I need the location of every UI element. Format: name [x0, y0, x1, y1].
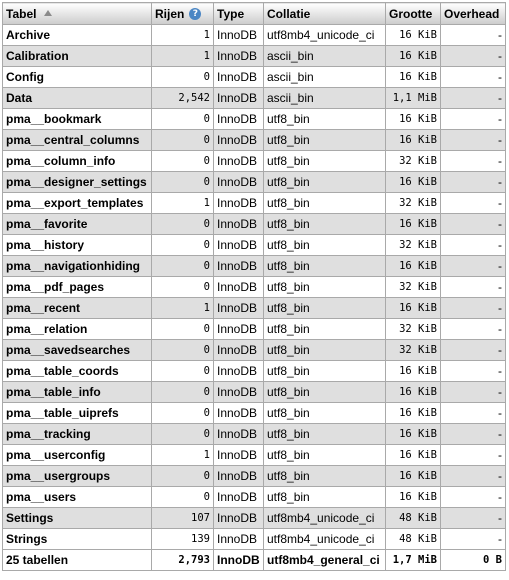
table-size: 16 KiB: [386, 214, 441, 235]
engine-type: InnoDB: [214, 256, 264, 277]
table-size: 16 KiB: [386, 298, 441, 319]
overhead-value: -: [441, 298, 506, 319]
table-size: 16 KiB: [386, 382, 441, 403]
row-count: 0: [152, 319, 214, 340]
overhead-value: -: [441, 109, 506, 130]
row-count: 1: [152, 193, 214, 214]
overhead-value: -: [441, 214, 506, 235]
engine-type: InnoDB: [214, 109, 264, 130]
table-size: 16 KiB: [386, 403, 441, 424]
column-header-overhead[interactable]: [441, 3, 506, 25]
table-row[interactable]: [3, 25, 506, 46]
engine-type: InnoDB: [214, 277, 264, 298]
collation-value: utf8_bin: [264, 172, 386, 193]
row-count: 0: [152, 256, 214, 277]
summary-rows: 2,793: [152, 550, 214, 571]
column-header-rows-label: Rijen: [155, 6, 185, 21]
engine-type: InnoDB: [214, 445, 264, 466]
collation-value: ascii_bin: [264, 46, 386, 67]
collation-value: utf8_bin: [264, 277, 386, 298]
table-row[interactable]: [3, 256, 506, 277]
table-name-link[interactable]: Strings: [3, 529, 152, 550]
table-row[interactable]: [3, 172, 506, 193]
tables-overview: [2, 2, 506, 571]
collation-value: utf8_bin: [264, 214, 386, 235]
overhead-value: -: [441, 130, 506, 151]
collation-value: utf8_bin: [264, 256, 386, 277]
column-header-type-label: Type: [217, 6, 245, 21]
row-count: 0: [152, 403, 214, 424]
table-row[interactable]: [3, 88, 506, 109]
collation-value: utf8_bin: [264, 235, 386, 256]
collation-value: utf8_bin: [264, 382, 386, 403]
overhead-value: -: [441, 403, 506, 424]
column-header-size-label: Grootte: [389, 6, 433, 21]
table-size: 1,1 MiB: [386, 88, 441, 109]
column-header-rows[interactable]: [152, 3, 214, 25]
row-count: 0: [152, 235, 214, 256]
overhead-value: -: [441, 193, 506, 214]
engine-type: InnoDB: [214, 508, 264, 529]
table-name-link[interactable]: pma__table_uiprefs: [3, 403, 152, 424]
table-row[interactable]: [3, 193, 506, 214]
table-row[interactable]: [3, 361, 506, 382]
overhead-value: -: [441, 382, 506, 403]
overhead-value: -: [441, 25, 506, 46]
overhead-value: -: [441, 319, 506, 340]
row-count: 0: [152, 466, 214, 487]
engine-type: InnoDB: [214, 382, 264, 403]
engine-type: InnoDB: [214, 361, 264, 382]
table-size: 32 KiB: [386, 193, 441, 214]
table-size: 48 KiB: [386, 508, 441, 529]
table-size: 16 KiB: [386, 256, 441, 277]
engine-type: InnoDB: [214, 319, 264, 340]
table-size: 16 KiB: [386, 130, 441, 151]
summary-overhead: 0 B: [441, 550, 506, 571]
table-body: [3, 25, 506, 550]
overhead-value: -: [441, 172, 506, 193]
table-size: 16 KiB: [386, 487, 441, 508]
table-row[interactable]: [3, 382, 506, 403]
table-row[interactable]: [3, 109, 506, 130]
collation-value: utf8_bin: [264, 403, 386, 424]
overhead-value: -: [441, 67, 506, 88]
collation-value: utf8_bin: [264, 424, 386, 445]
table-size: 32 KiB: [386, 235, 441, 256]
table-row[interactable]: [3, 466, 506, 487]
column-header-size[interactable]: [386, 3, 441, 25]
table-name-link[interactable]: pma__history: [3, 235, 152, 256]
collation-value: utf8_bin: [264, 109, 386, 130]
overhead-value: -: [441, 487, 506, 508]
column-header-table-label: Tabel: [6, 6, 37, 21]
table-row[interactable]: [3, 340, 506, 361]
table-row[interactable]: [3, 403, 506, 424]
engine-type: InnoDB: [214, 298, 264, 319]
row-count: 0: [152, 361, 214, 382]
row-count: 0: [152, 67, 214, 88]
table-name-link[interactable]: Config: [3, 67, 152, 88]
table-name-link[interactable]: pma__tracking: [3, 424, 152, 445]
table-size: 16 KiB: [386, 466, 441, 487]
table-name-link[interactable]: pma__designer_settings: [3, 172, 152, 193]
overhead-value: -: [441, 466, 506, 487]
table-size: 16 KiB: [386, 25, 441, 46]
column-header-type[interactable]: [214, 3, 264, 25]
collation-value: utf8_bin: [264, 361, 386, 382]
overhead-value: -: [441, 529, 506, 550]
row-count: 1: [152, 46, 214, 67]
engine-type: InnoDB: [214, 46, 264, 67]
row-count: 0: [152, 277, 214, 298]
table-size: 32 KiB: [386, 277, 441, 298]
table-size: 32 KiB: [386, 319, 441, 340]
table-size: 32 KiB: [386, 340, 441, 361]
engine-type: InnoDB: [214, 130, 264, 151]
row-count: 1: [152, 445, 214, 466]
table-size: 16 KiB: [386, 445, 441, 466]
table-name-link[interactable]: Archive: [3, 25, 152, 46]
collation-value: utf8_bin: [264, 487, 386, 508]
column-header-collation[interactable]: [264, 3, 386, 25]
column-header-table[interactable]: [3, 3, 152, 25]
table-size: 16 KiB: [386, 46, 441, 67]
table-row[interactable]: [3, 319, 506, 340]
table-row[interactable]: [3, 235, 506, 256]
column-header-overhead-label: Overhead: [444, 6, 500, 21]
collation-value: utf8mb4_unicode_ci: [264, 508, 386, 529]
table-row[interactable]: [3, 67, 506, 88]
collation-value: utf8_bin: [264, 445, 386, 466]
engine-type: InnoDB: [214, 151, 264, 172]
engine-type: InnoDB: [214, 193, 264, 214]
row-count: 1: [152, 25, 214, 46]
row-count: 0: [152, 130, 214, 151]
table-name-link[interactable]: pma__pdf_pages: [3, 277, 152, 298]
engine-type: InnoDB: [214, 424, 264, 445]
collation-value: utf8_bin: [264, 340, 386, 361]
table-name-link[interactable]: pma__favorite: [3, 214, 152, 235]
table-name-link[interactable]: pma__export_templates: [3, 193, 152, 214]
table-name-link[interactable]: pma__users: [3, 487, 152, 508]
collation-value: utf8_bin: [264, 151, 386, 172]
engine-type: InnoDB: [214, 172, 264, 193]
sort-ascending-icon[interactable]: [44, 10, 52, 16]
table-name-link[interactable]: pma__bookmark: [3, 109, 152, 130]
row-count: 0: [152, 172, 214, 193]
engine-type: InnoDB: [214, 235, 264, 256]
overhead-value: -: [441, 88, 506, 109]
table-row[interactable]: [3, 445, 506, 466]
table-row[interactable]: [3, 508, 506, 529]
table-size: 32 KiB: [386, 151, 441, 172]
collation-value: ascii_bin: [264, 88, 386, 109]
table-name-link[interactable]: Settings: [3, 508, 152, 529]
table-row[interactable]: [3, 130, 506, 151]
collation-value: utf8mb4_unicode_ci: [264, 529, 386, 550]
table-name-link[interactable]: pma__table_info: [3, 382, 152, 403]
table-name-link[interactable]: pma__recent: [3, 298, 152, 319]
table-row[interactable]: [3, 487, 506, 508]
overhead-value: -: [441, 256, 506, 277]
overhead-value: -: [441, 424, 506, 445]
table-name-link[interactable]: pma__savedsearches: [3, 340, 152, 361]
table-row[interactable]: [3, 214, 506, 235]
summary-collation: utf8mb4_general_ci: [264, 550, 386, 571]
engine-type: InnoDB: [214, 529, 264, 550]
table-row[interactable]: [3, 277, 506, 298]
engine-type: InnoDB: [214, 466, 264, 487]
row-count: 0: [152, 382, 214, 403]
overhead-value: -: [441, 277, 506, 298]
row-count: 2,542: [152, 88, 214, 109]
table-size: 16 KiB: [386, 109, 441, 130]
column-header-collation-label: Collatie: [267, 6, 311, 21]
collation-value: utf8_bin: [264, 193, 386, 214]
table-row[interactable]: [3, 529, 506, 550]
collation-value: ascii_bin: [264, 67, 386, 88]
summary-row: [3, 550, 506, 571]
collation-value: utf8_bin: [264, 130, 386, 151]
engine-type: InnoDB: [214, 88, 264, 109]
engine-type: InnoDB: [214, 25, 264, 46]
engine-type: InnoDB: [214, 487, 264, 508]
summary-size: 1,7 MiB: [386, 550, 441, 571]
overhead-value: -: [441, 235, 506, 256]
collation-value: utf8mb4_unicode_ci: [264, 25, 386, 46]
table-name-link[interactable]: pma__usergroups: [3, 466, 152, 487]
table-name-link[interactable]: pma__central_columns: [3, 130, 152, 151]
row-count: 107: [152, 508, 214, 529]
row-count: 1: [152, 298, 214, 319]
table-row[interactable]: [3, 298, 506, 319]
row-count: 0: [152, 109, 214, 130]
engine-type: InnoDB: [214, 67, 264, 88]
table-size: 16 KiB: [386, 172, 441, 193]
table-row[interactable]: [3, 46, 506, 67]
table-size: 16 KiB: [386, 424, 441, 445]
table-name-link[interactable]: pma__navigationhiding: [3, 256, 152, 277]
table-name-link[interactable]: pma__relation: [3, 319, 152, 340]
table-row[interactable]: [3, 424, 506, 445]
table-row[interactable]: [3, 151, 506, 172]
overhead-value: -: [441, 361, 506, 382]
collation-value: utf8_bin: [264, 298, 386, 319]
summary-table-count: 25 tabellen: [3, 550, 152, 571]
row-count: 0: [152, 340, 214, 361]
overhead-value: -: [441, 46, 506, 67]
row-count: 0: [152, 151, 214, 172]
engine-type: InnoDB: [214, 403, 264, 424]
table-name-link[interactable]: Data: [3, 88, 152, 109]
overhead-value: -: [441, 151, 506, 172]
table-name-link[interactable]: pma__column_info: [3, 151, 152, 172]
collation-value: utf8_bin: [264, 319, 386, 340]
overhead-value: -: [441, 508, 506, 529]
row-count: 0: [152, 424, 214, 445]
row-count: 0: [152, 214, 214, 235]
collation-value: utf8_bin: [264, 466, 386, 487]
table-name-link[interactable]: Calibration: [3, 46, 152, 67]
row-count: 139: [152, 529, 214, 550]
engine-type: InnoDB: [214, 214, 264, 235]
table-name-link[interactable]: pma__table_coords: [3, 361, 152, 382]
table-size: 16 KiB: [386, 67, 441, 88]
table-size: 48 KiB: [386, 529, 441, 550]
engine-type: InnoDB: [214, 340, 264, 361]
help-icon[interactable]: ?: [189, 8, 201, 20]
table-name-link[interactable]: pma__userconfig: [3, 445, 152, 466]
table-size: 16 KiB: [386, 361, 441, 382]
overhead-value: -: [441, 445, 506, 466]
header-row: [3, 3, 506, 25]
row-count: 0: [152, 487, 214, 508]
overhead-value: -: [441, 340, 506, 361]
summary-type: InnoDB: [214, 550, 264, 571]
